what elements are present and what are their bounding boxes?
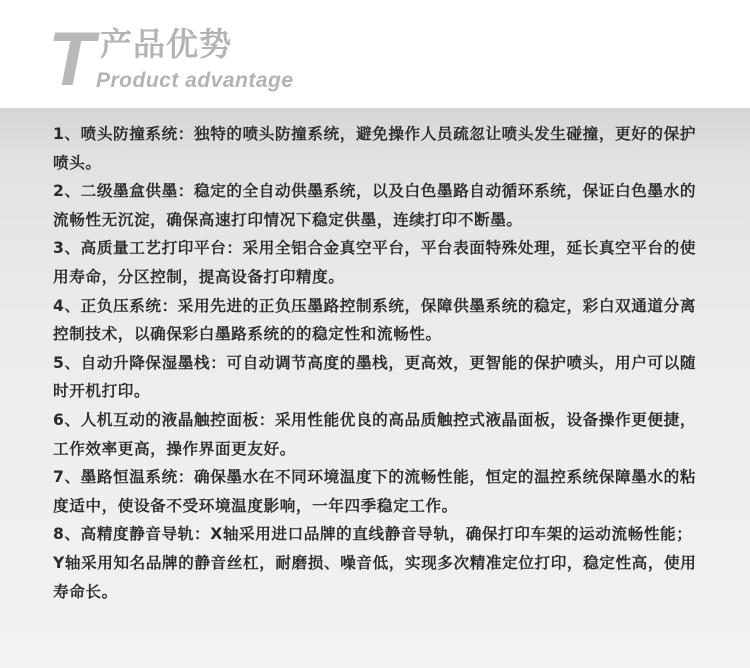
advantage-item-2: 2、二级墨盒供墨：稳定的全自动供墨系统，以及白色墨路自动循环系统，保证白色墨水的流畅性无沉淀，确保高速打印情况下稳定供墨，连续打印不断墨。 xyxy=(53,182,697,229)
section-title-chinese: 产品优势 xyxy=(100,25,233,63)
advantage-item-6: 6、人机互动的液晶触控面板：采用性能优良的高品质触控式液晶面板，设备操作更便捷，工作效率更高，操作界面更友好。 xyxy=(53,410,697,458)
decorative-letter-t: T xyxy=(48,17,93,102)
advantage-item-1: 1、喷头防撞系统：独特的喷头防撞系统，避免操作人员疏忽让喷头发生碰撞，更好的保护喷头。 xyxy=(53,125,697,172)
advantage-item-5: 5、自动升降保湿墨栈：可自动调节高度的墨栈，更高效，更智能的保护喷头，用户可以随时开机打印。 xyxy=(53,353,697,401)
advantage-item-7: 7、墨路恒温系统：确保墨水在不同环境温度下的流畅性能，恒定的温控系统保障墨水的粘度适中，使设备不受环境温度影响，一年四季稳定工作。 xyxy=(53,468,697,515)
advantage-item-8: 8、高精度静音导轨：X轴采用进口品牌的直线静音导轨，确保打印车架的运动流畅性能；Y轴采用知名品牌的静音丝杠，耐磨损、噪音低，实现多次精准定位打印，稳定性高，使用寿命长。 xyxy=(53,525,697,601)
advantage-item-3: 3、高质量工艺打印平台：采用全铝合金真空平台，平台表面特殊处理，延长真空平台的使用寿命，分区控制，提高设备打印精度。 xyxy=(53,239,697,286)
advantages-list xyxy=(53,120,703,606)
header xyxy=(0,0,750,108)
section-title-english: Product advantage xyxy=(96,69,294,92)
advantage-item-4: 4、正负压系统：采用先进的正负压墨路控制系统，保障供墨系统的稳定，彩白双通道分离控制技术，以确保彩白墨路系统的的稳定性和流畅性。 xyxy=(53,296,697,344)
advantages-panel xyxy=(0,108,750,668)
